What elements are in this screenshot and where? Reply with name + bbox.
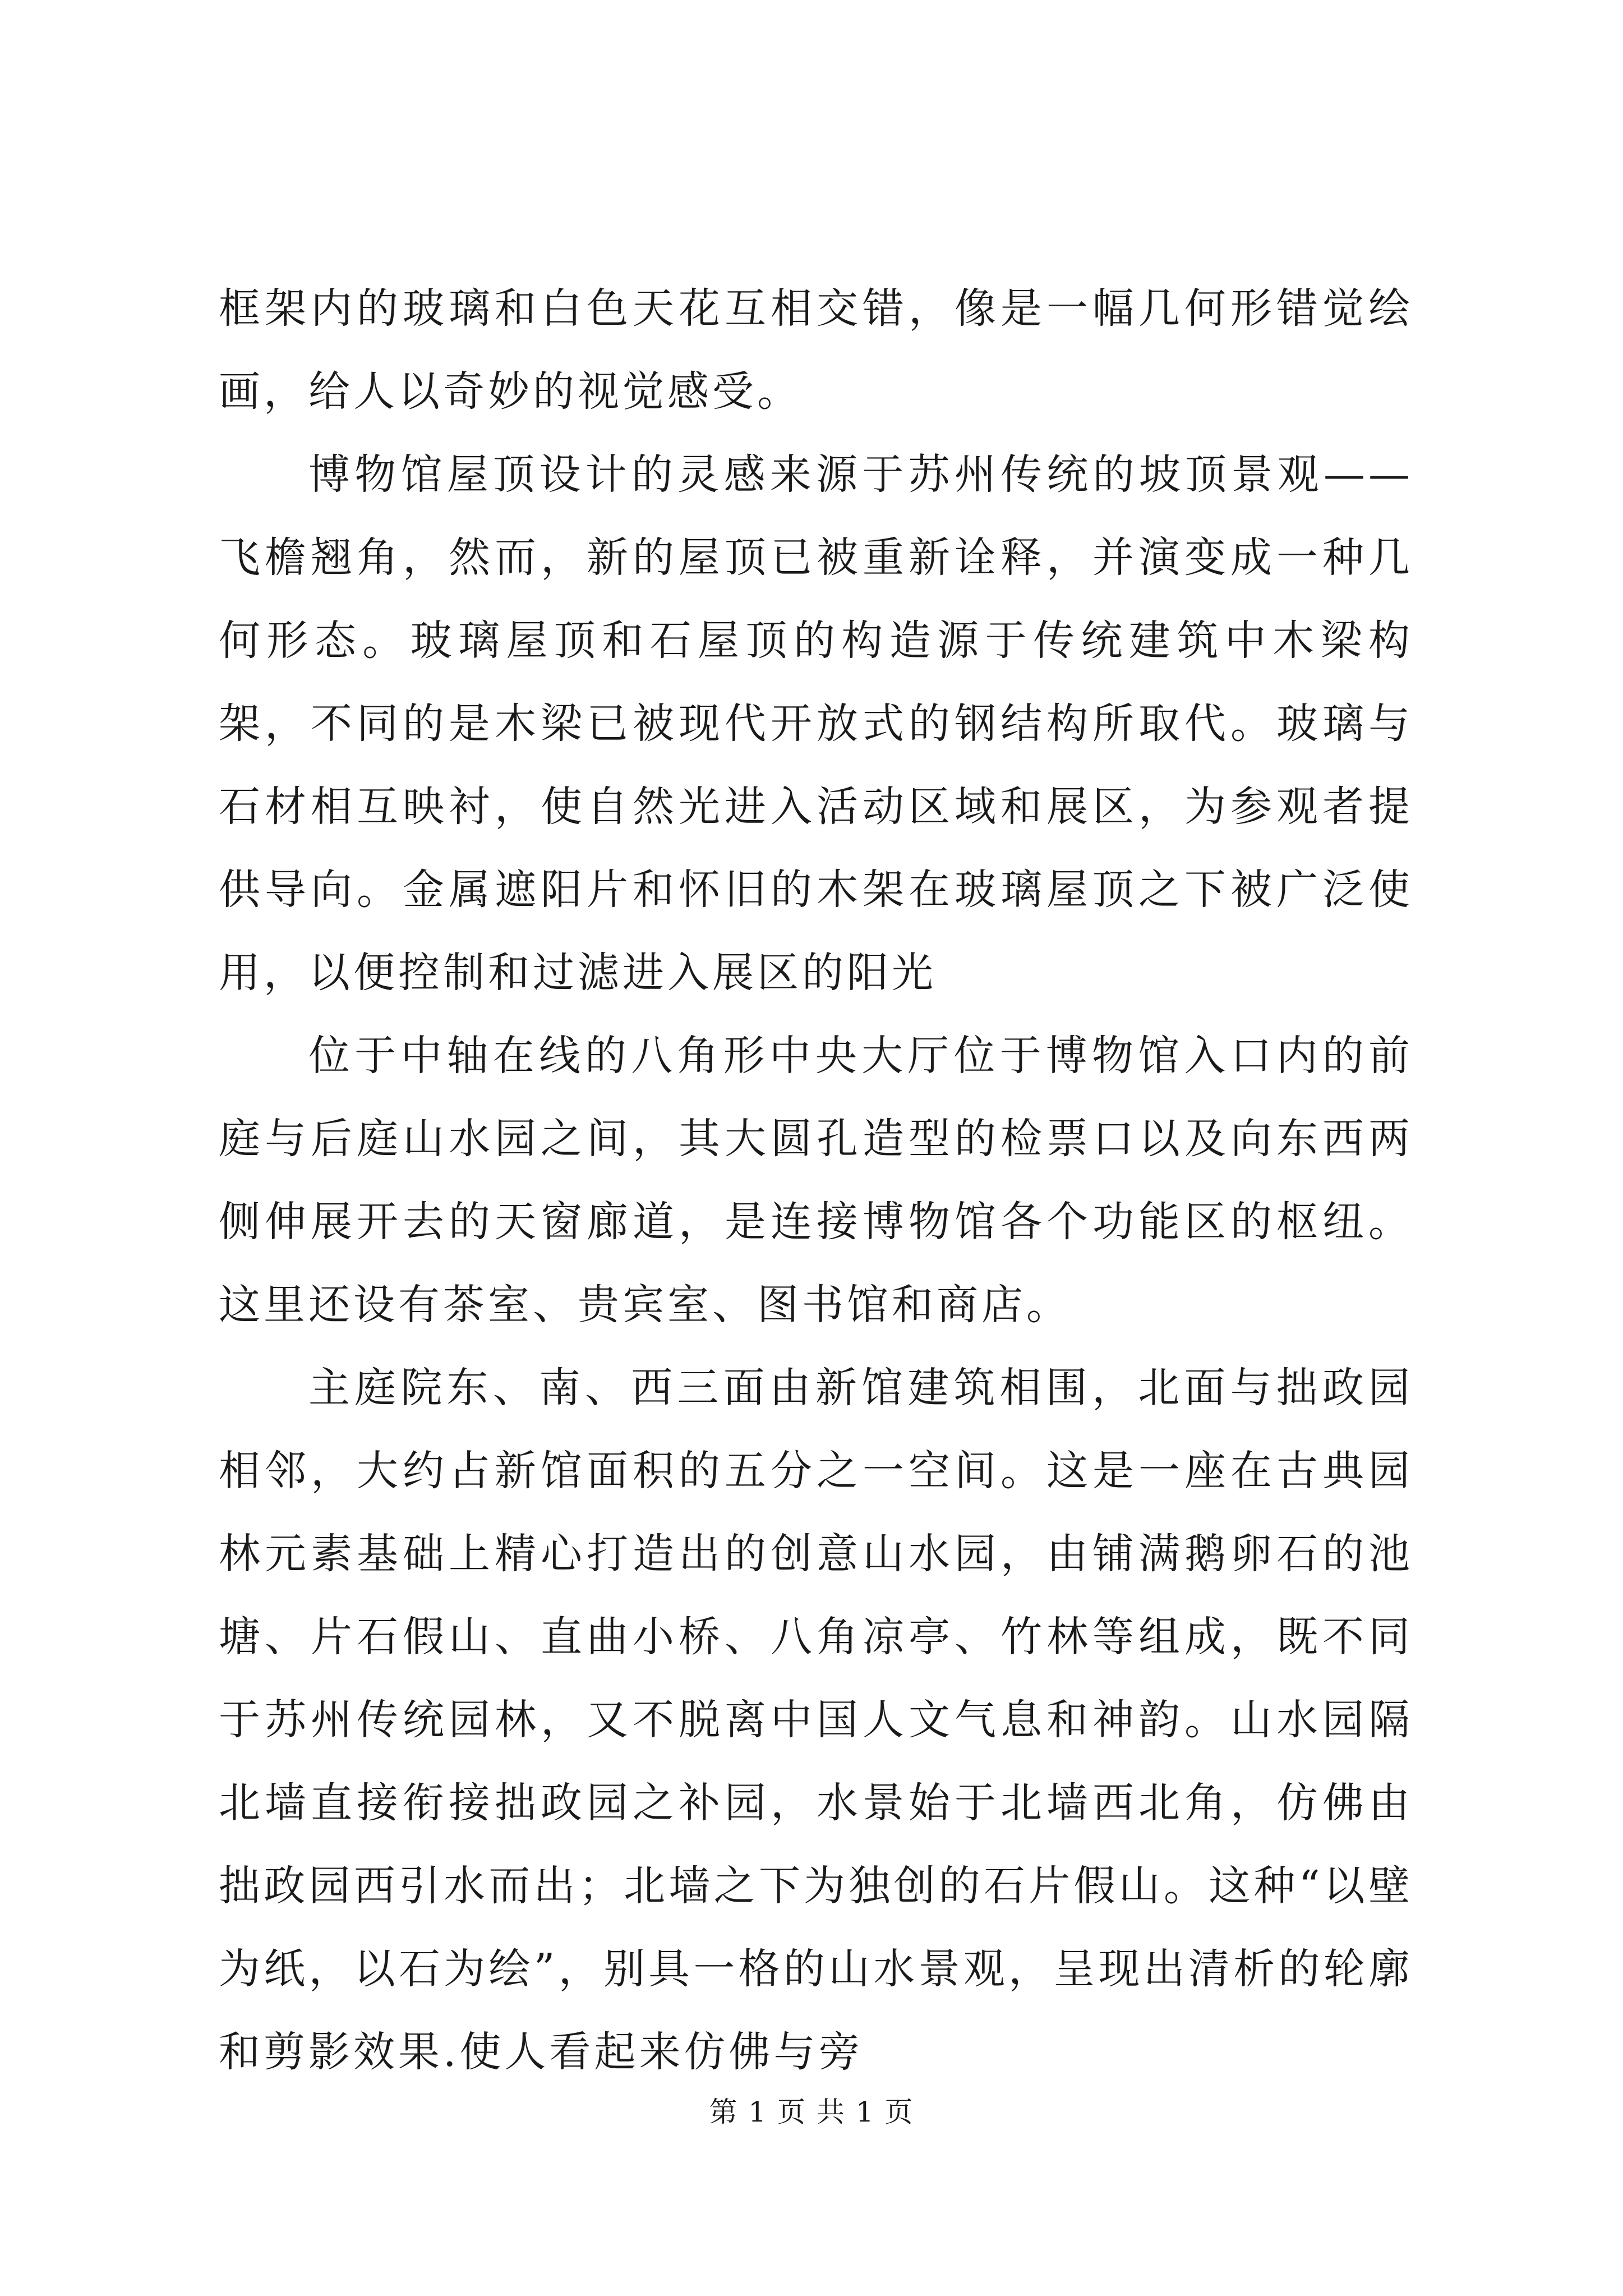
- paragraph-2: 博物馆屋顶设计的灵感来源于苏州传统的坡顶景观——飞檐翘角，然而，新的屋顶已被重新诠释，并演变成一种几何形态。玻璃屋顶和石屋顶的构造源于传统建筑中木梁构架，不同的是木梁已被现代开放式的钢结构所取代。玻璃与石材相互映衬，使自然光进入活动区域和展区，为参观者提供导向。金属遮阳片和怀旧的木架在玻璃屋顶之下被广泛使用，以便控制和过滤进入展区的阳光: [219, 450, 1413, 997]
- page-footer: 第 1 页 共 1 页: [709, 2096, 914, 2128]
- paragraph-4: 主庭院东、南、西三面由新馆建筑相围，北面与拙政园相邻，大约占新馆面积的五分之一空间。这是一座在古典园林元素基础上精心打造出的创意山水园，由铺满鹅卵石的池塘、片石假山、直曲小桥、八角凉亭、竹林等组成，既不同于苏州传统园林，又不脱离中国人文气息和神韵。山水园隔北墙直接衔接拙政园之补园，水景始于北墙西北角，仿佛由拙政园西引水而出；北墙之下为独创的石片假山。这种“以壁为纸，以石为绘”，别具一格的山水景观，呈现出清析的轮廓和剪影效果.使人看起来仿佛与旁: [219, 1364, 1413, 2076]
- document-body: [219, 267, 1413, 2093]
- paragraph-1: 框架内的玻璃和白色天花互相交错，像是一幅几何形错觉绘画，给人以奇妙的视觉感受。: [219, 284, 1413, 416]
- paragraph-3: 位于中轴在线的八角形中央大厅位于博物馆入口内的前庭与后庭山水园之间，其大圆孔造型的检票口以及向东西两侧伸展开去的天窗廊道，是连接博物馆各个功能区的枢纽。这里还设有茶室、贵宾室、图书馆和商店。: [219, 1032, 1413, 1329]
